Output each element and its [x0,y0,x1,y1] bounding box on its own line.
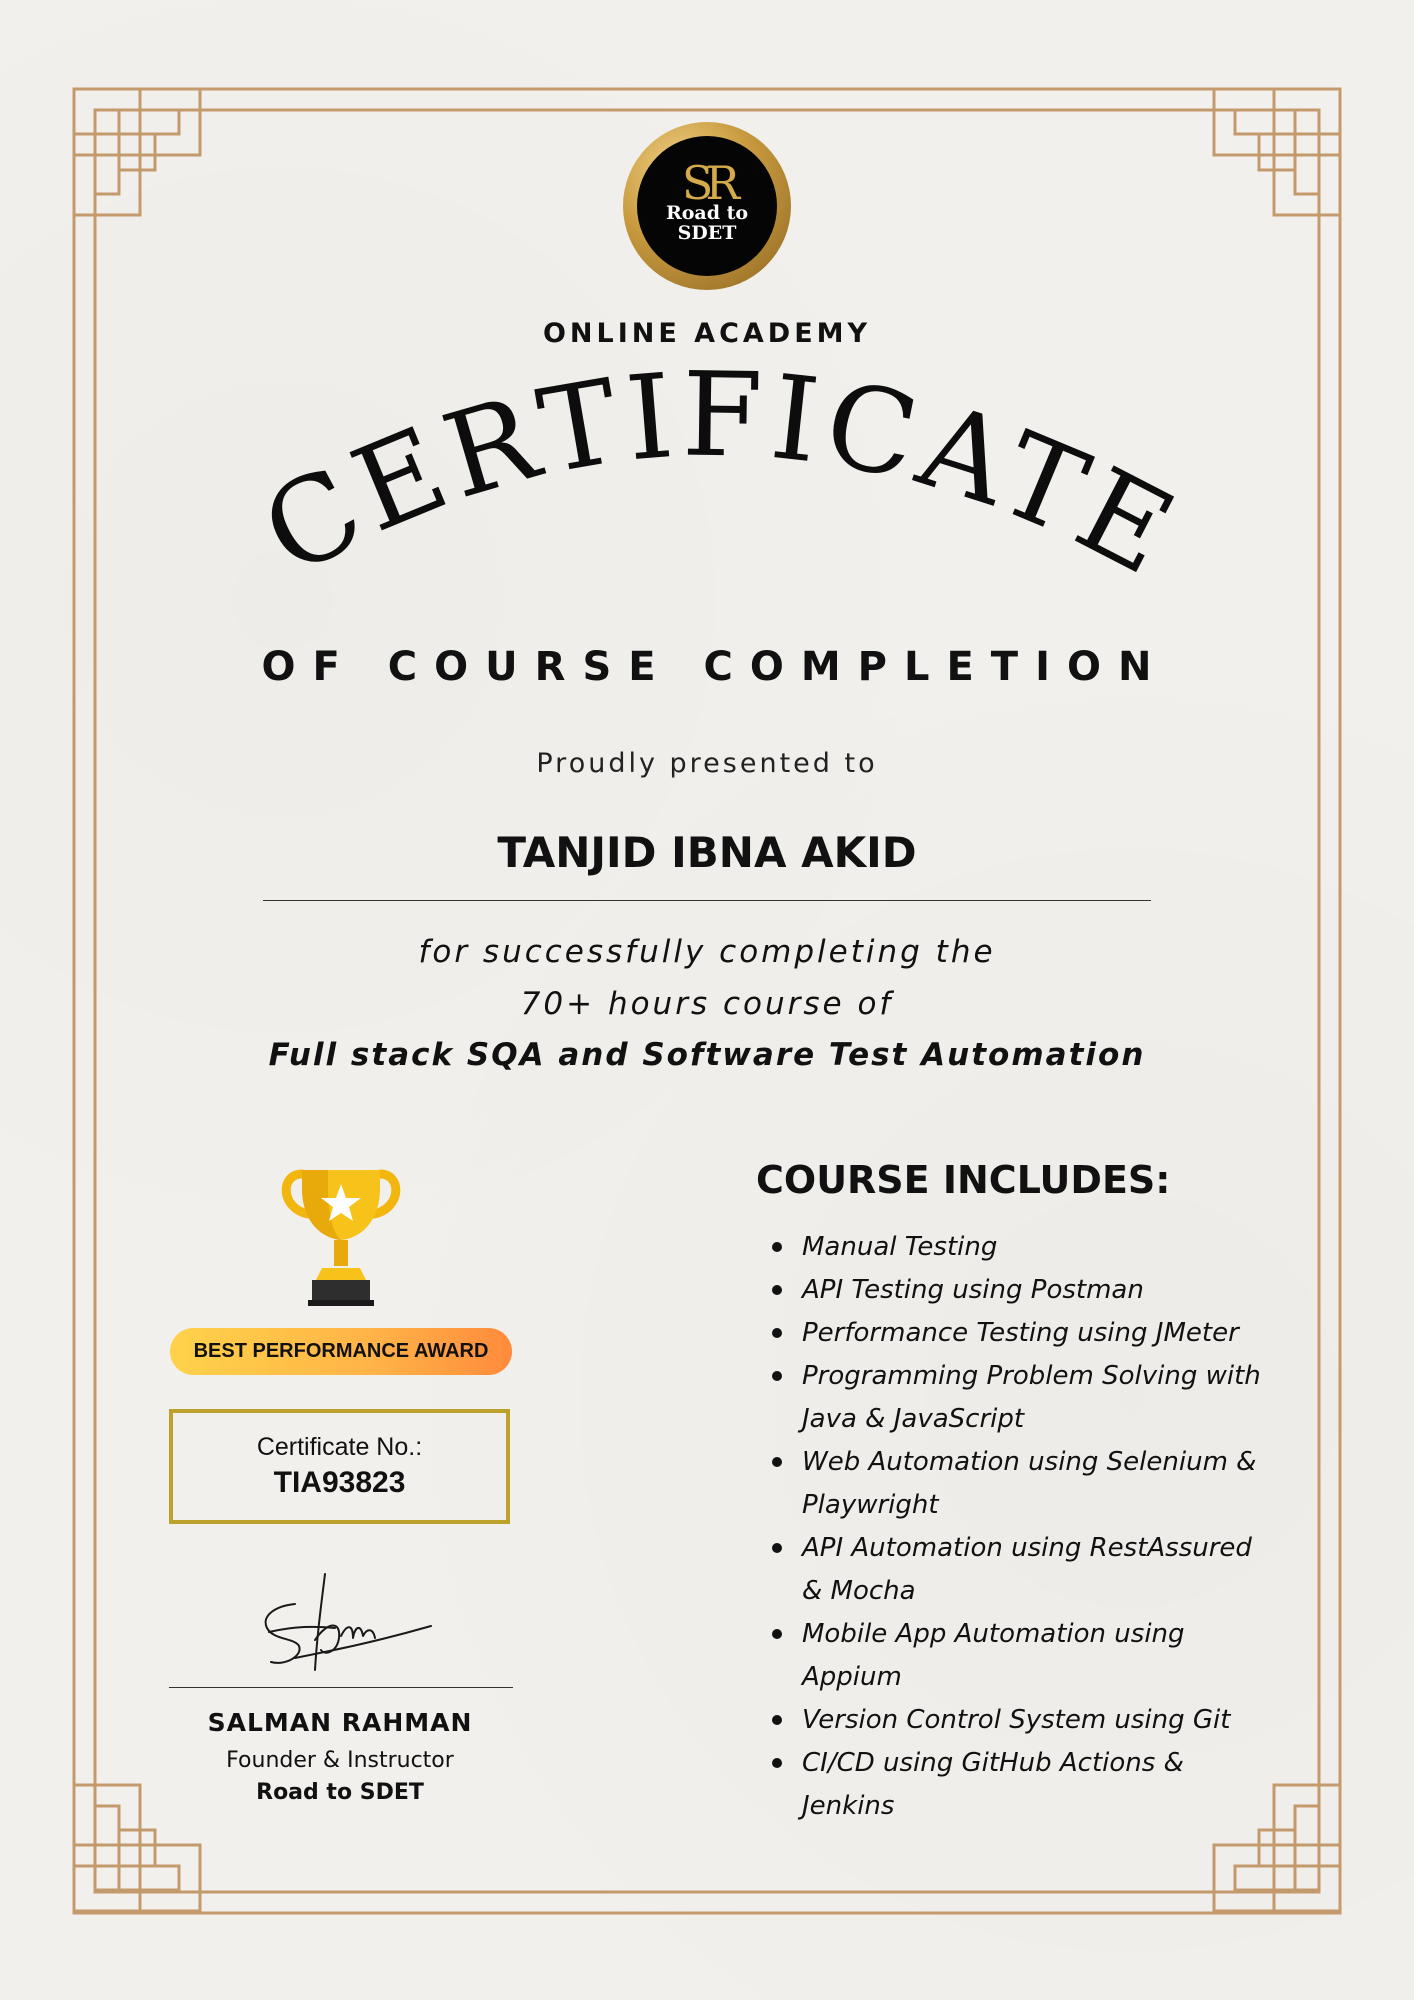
description-line-2: 70+ hours course of [520,986,894,1022]
course-includes-list [756,1226,1276,1828]
logo-monogram: SR [681,156,733,210]
list-item: Version Control System using Git [756,1699,1276,1742]
description-line-1: for successfully completing the [418,934,996,970]
signatory-organization: Road to SDET [256,1780,424,1805]
trophy-icon [278,1168,404,1308]
signature [255,1566,445,1686]
presented-label: Proudly presented to [536,748,878,779]
svg-text:CERTIFICATE [242,360,1199,604]
name-divider [263,900,1151,901]
list-item: Web Automation using Selenium & Playwright [756,1441,1276,1527]
signature-line [169,1687,513,1688]
logo-text-line1: Road to [665,202,749,224]
logo-text-line2: SDET [677,222,737,244]
list-item: CI/CD using GitHub Actions & Jenkins [756,1742,1276,1828]
list-item: API Testing using Postman [756,1269,1276,1312]
course-name: Full stack SQA and Software Test Automation [268,1037,1146,1073]
course-includes-heading: COURSE INCLUDES: [756,1158,1171,1202]
certificate-subtitle: OF COURSE COMPLETION [261,644,1169,690]
list-item: Performance Testing using JMeter [756,1312,1276,1355]
signatory-title: Founder & Instructor [226,1748,454,1773]
list-item: API Automation using RestAssured & Mocha [756,1527,1276,1613]
logo-badge [637,136,777,276]
academy-label: ONLINE ACADEMY [542,318,872,349]
certificate-number-box [169,1409,510,1524]
best-performance-badge: BEST PERFORMANCE AWARD [170,1328,512,1375]
certificate-number-label: Certificate No.: [256,1433,423,1461]
certificate-title [0,360,1414,660]
list-item: Mobile App Automation using Appium [756,1613,1276,1699]
recipient-name: TANJID IBNA AKID [497,828,917,877]
signatory-name: SALMAN RAHMAN [207,1708,473,1737]
certificate-title-text: CERTIFICATE [241,360,1199,605]
academy-logo [623,122,791,290]
list-item: Manual Testing [756,1226,1276,1269]
certificate-number: TIA93823 [273,1466,406,1499]
list-item: Programming Problem Solving with Java & JavaScript [756,1355,1276,1441]
